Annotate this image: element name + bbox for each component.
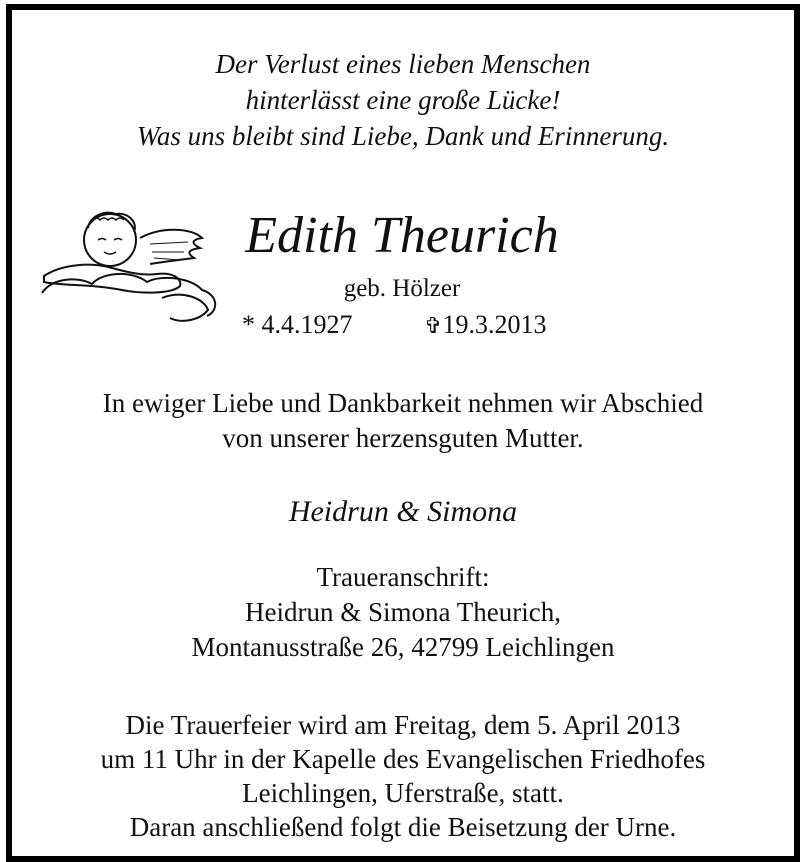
address-line: Montanusstraße 26, 42799 Leichlingen (191, 632, 615, 662)
tribute-line: von unserer herzensguten Mutter. (222, 423, 584, 453)
tribute-line: In ewiger Liebe und Dankbarkeit nehmen wir Abschied (102, 388, 704, 418)
death-date-group (424, 308, 546, 343)
service-line: um 11 Uhr in der Kapelle des Evangelischen Friedhofes (100, 744, 706, 774)
address-line: Heidrun & Simona Theurich, (245, 597, 561, 627)
signers: Heidrun & Simona (288, 495, 518, 528)
birth-name: geb. Hölzer (343, 275, 461, 302)
memorial-verse (12, 46, 794, 154)
verse-line: Der Verlust eines lieben Menschen (215, 49, 591, 79)
service-line: Leichlingen, Uferstraße, statt. (242, 778, 564, 808)
mourning-address (12, 560, 794, 665)
birth-date: * 4.4.1927 (242, 310, 353, 339)
service-line: Die Trauerfeier wird am Freitag, dem 5. April 2013 (125, 710, 681, 740)
cross-icon: ✞ (424, 313, 443, 338)
address-heading: Traueranschrift: (316, 562, 490, 592)
verse-line: hinterlässt eine große Lücke! (245, 85, 561, 115)
service-line: Daran anschließend folgt die Beisetzung der Urne. (129, 812, 677, 842)
obituary-frame (6, 4, 800, 862)
verse-line: Was uns bleibt sind Liebe, Dank und Erinnerung. (136, 121, 670, 151)
tribute-text (12, 386, 794, 456)
deceased-name: Edith Theurich (245, 207, 559, 264)
death-date: 19.3.2013 (442, 310, 547, 339)
service-info (12, 708, 794, 844)
